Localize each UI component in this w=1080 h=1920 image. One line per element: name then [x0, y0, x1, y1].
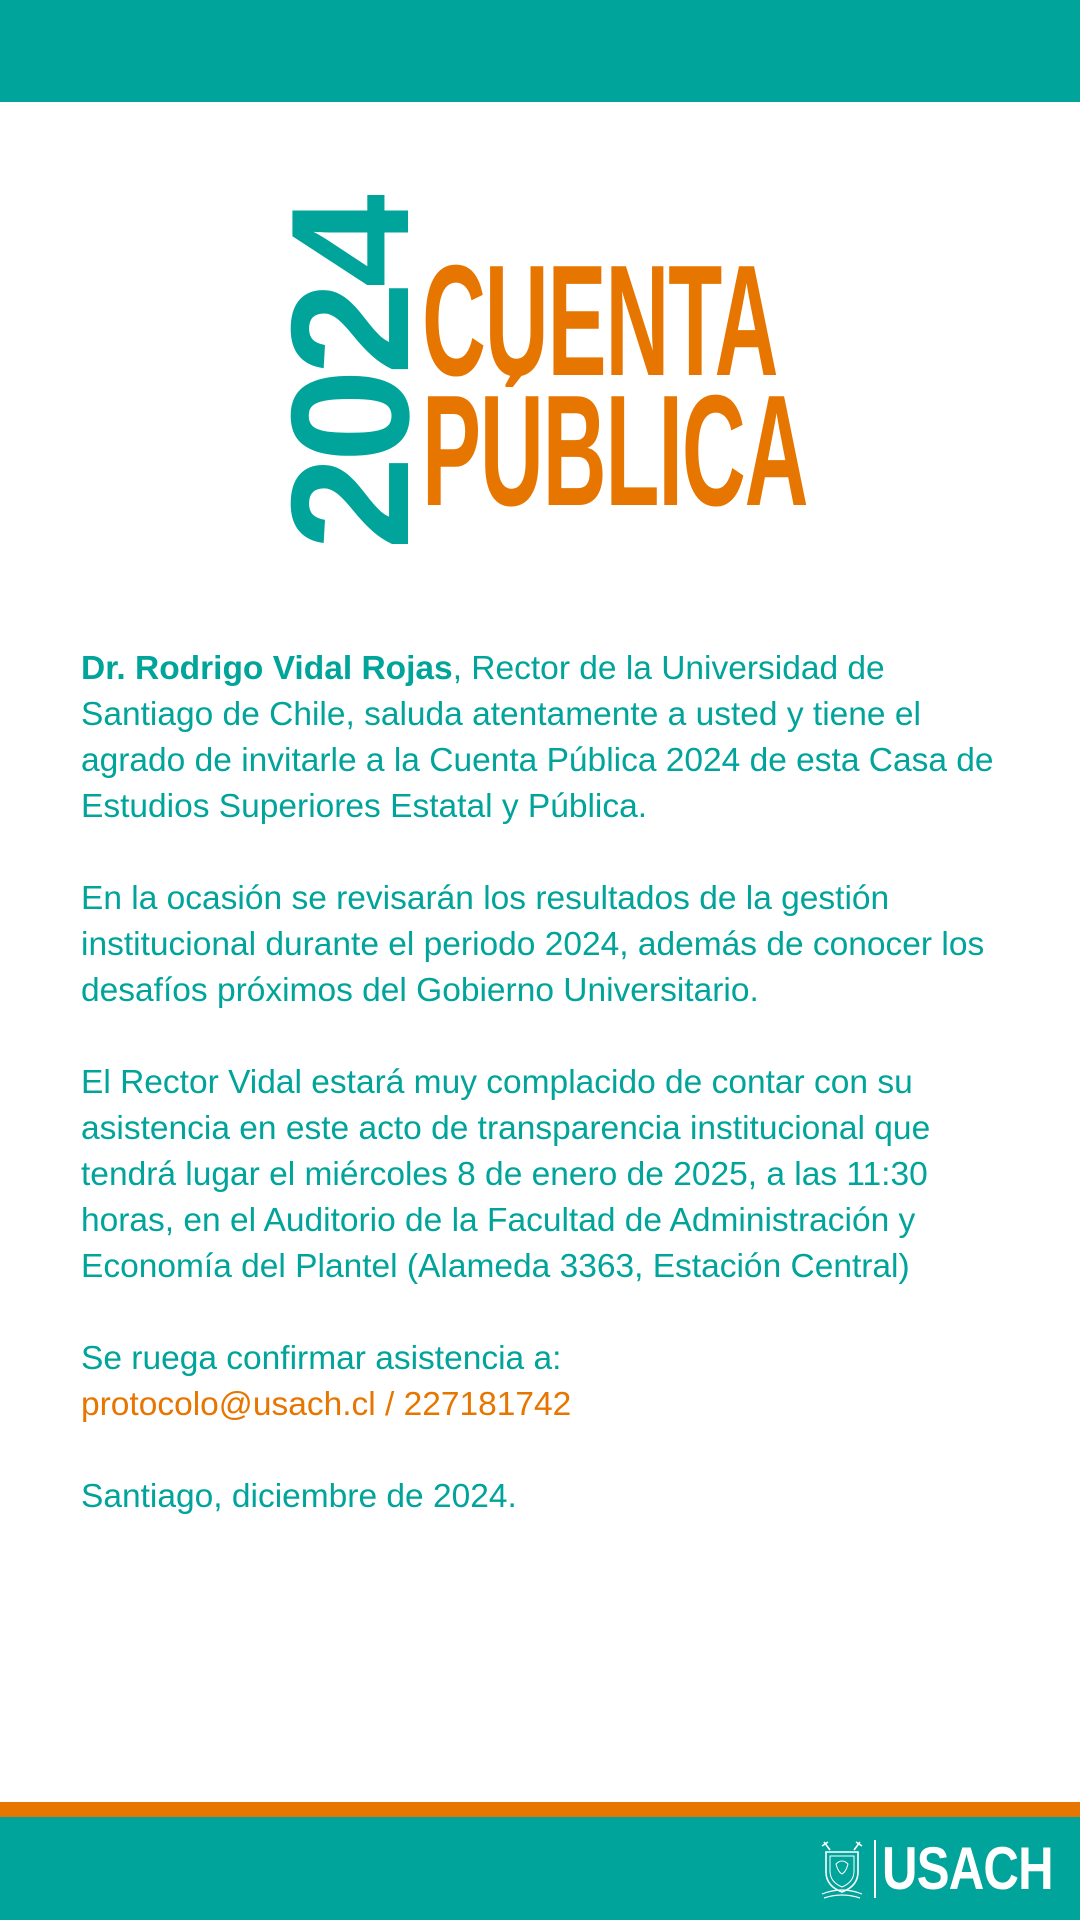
- invitation-body: [81, 646, 1011, 1566]
- title-line-1: CUENTA: [422, 233, 778, 409]
- footer-accent-stripe: [0, 1802, 1080, 1817]
- title-line-2: PÚBLICA: [422, 363, 808, 539]
- top-banner: [0, 0, 1080, 102]
- event-year: [256, 200, 444, 550]
- logo-divider: [874, 1840, 876, 1898]
- event-year-text: 2024: [256, 200, 444, 550]
- paragraph-details: El Rector Vidal estará muy complacido de contar con su asistencia en este acto de transparencia institucional que tendrá lugar el miércoles 8 de enero de 2025, a las 11:30 horas, en el Auditorio de la Facultad de Administración y Economía del Plantel (Alameda 3363, Estación Central): [81, 1064, 931, 1285]
- rsvp-contact-link[interactable]: protocolo@usach.cl / 227181742: [81, 1386, 572, 1423]
- usach-logo: [818, 1835, 1062, 1902]
- rsvp-block: [81, 1336, 1011, 1428]
- paragraph-intro: [81, 646, 1011, 830]
- intro-text: , Rector de la Universidad de Santiago de Chile, saluda atentamente a usted y tiene el agrado de invitarle a la Cuenta Pública 2024 de esta Casa de Estudios Superiores Estatal y Pública.: [81, 650, 994, 825]
- paragraph-purpose: En la ocasión se revisarán los resultados de la gestión institucional durante el periodo 2024, además de conocer los desafíos próximos del Gobierno Universitario.: [81, 880, 985, 1009]
- rsvp-label: Se ruega confirmar asistencia a:: [81, 1340, 562, 1377]
- event-title: [256, 200, 808, 550]
- logo-wordmark: USACH: [881, 1835, 1053, 1902]
- sender-name: Dr. Rodrigo Vidal Rojas: [81, 650, 453, 687]
- university-crest-icon: [818, 1838, 866, 1900]
- closing-date: Santiago, diciembre de 2024.: [81, 1478, 517, 1515]
